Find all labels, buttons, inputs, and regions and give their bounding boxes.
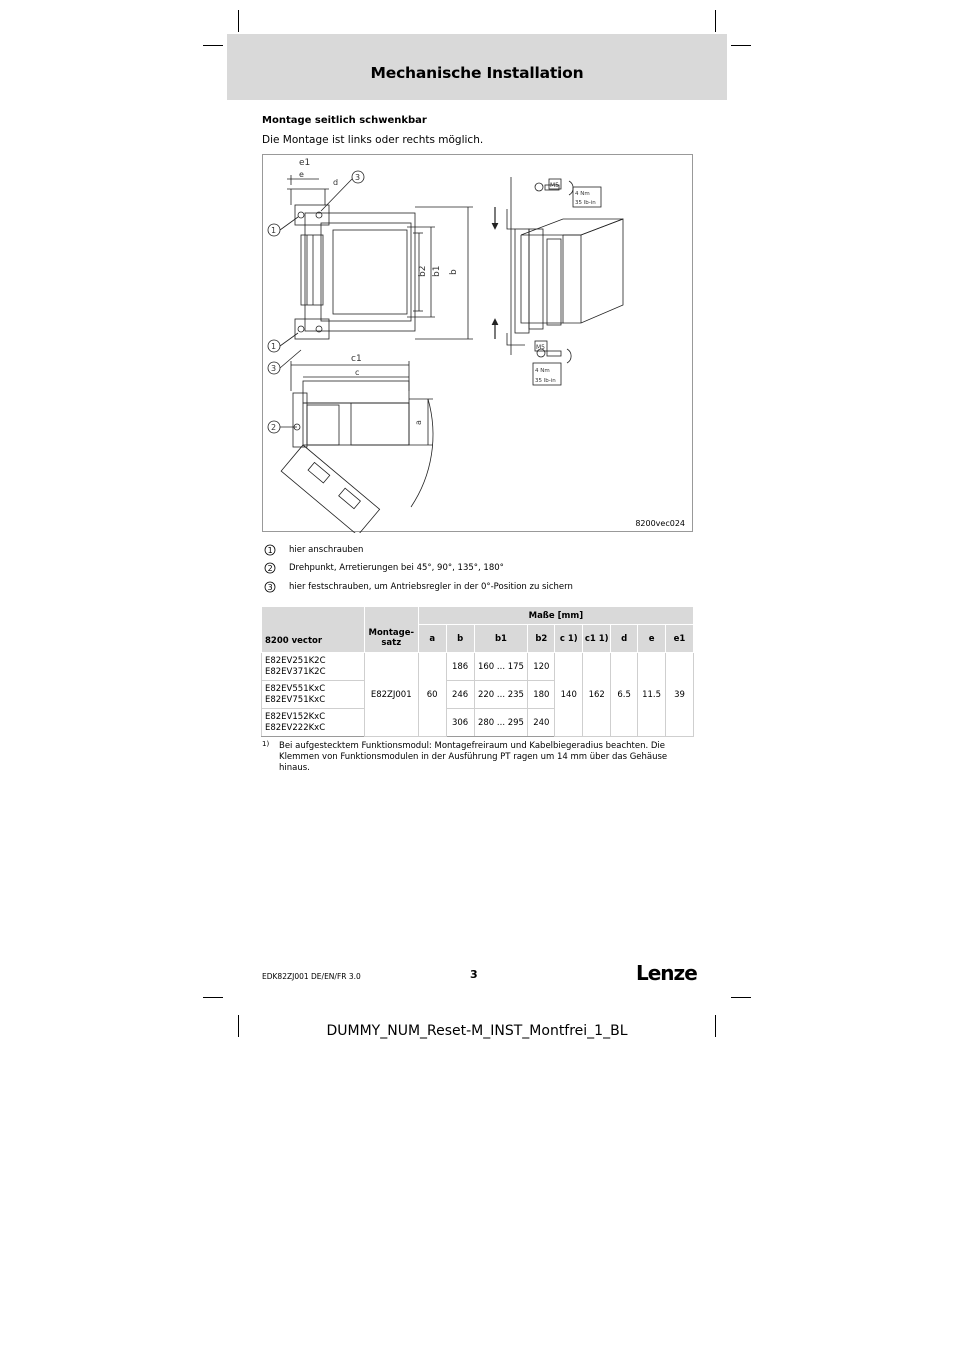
col-header-model: 8200 vector — [262, 607, 365, 653]
section-subtitle: Montage seitlich schwenkbar — [262, 115, 427, 126]
svg-text:b2: b2 — [418, 265, 428, 277]
b1-cell: 220 ... 235 — [474, 681, 528, 709]
lenze-logo: Lenze — [636, 961, 697, 985]
col-header-kit: Montage-satz — [364, 607, 418, 653]
b2-cell: 180 — [528, 681, 555, 709]
crop-mark — [731, 997, 751, 998]
table-row — [262, 653, 694, 681]
c1-cell: 162 — [583, 653, 611, 737]
svg-text:3: 3 — [355, 173, 361, 182]
col-header-b1: b1 — [474, 625, 528, 653]
d-cell: 6.5 — [611, 653, 638, 737]
crop-mark — [731, 45, 751, 46]
svg-text:1: 1 — [271, 226, 277, 235]
isometric-view — [492, 177, 623, 385]
crop-mark — [715, 10, 716, 32]
b2-cell: 120 — [528, 653, 555, 681]
callout-2-icon — [264, 562, 276, 574]
svg-text:M5: M5 — [536, 344, 545, 351]
svg-text:3: 3 — [271, 364, 277, 373]
model-cell: E82EV251K2C E82EV371K2C — [262, 653, 365, 681]
b1-cell: 160 ... 175 — [474, 653, 528, 681]
svg-text:e: e — [299, 170, 304, 179]
col-group-header: Maße [mm] — [418, 607, 693, 625]
callout-1-icon — [264, 544, 276, 556]
svg-text:b: b — [449, 269, 459, 275]
c-cell: 140 — [555, 653, 583, 737]
section-intro: Die Montage ist links oder rechts möglich. — [262, 134, 484, 146]
svg-text:a: a — [414, 420, 423, 425]
document-reference: EDK82ZJ001 DE/EN/FR 3.0 — [262, 972, 361, 981]
front-view — [268, 158, 473, 374]
dummy-label: DUMMY_NUM_Reset-M_INST_Montfrei_1_BL — [326, 1023, 628, 1039]
b-cell: 306 — [446, 709, 474, 737]
svg-text:c1: c1 — [351, 354, 362, 364]
legend-text: Drehpunkt, Arretierungen bei 45°, 90°, 135°, 180° — [289, 563, 504, 573]
svg-text:35 lb-in: 35 lb-in — [535, 378, 556, 384]
b-cell: 186 — [446, 653, 474, 681]
svg-text:M5: M5 — [550, 182, 559, 189]
svg-text:3: 3 — [267, 582, 273, 592]
top-view — [268, 354, 433, 533]
page-number: 3 — [470, 968, 478, 981]
svg-text:d: d — [333, 178, 339, 187]
svg-text:4 Nm: 4 Nm — [535, 368, 550, 374]
model-cell: E82EV152KxC E82EV222KxC — [262, 709, 365, 737]
svg-text:1: 1 — [271, 342, 277, 351]
svg-text:e1: e1 — [299, 158, 311, 168]
callout-3-icon — [264, 581, 276, 593]
footnote-text: Bei aufgestecktem Funktionsmodul: Montagefreiraum und Kabelbiegeradius beachten. Die Klemmen von Funktionsmodulen in der Ausführung PT ragen um 14 mm über das Gehäuse hinaus. — [279, 741, 668, 773]
crop-mark — [203, 997, 223, 998]
model-cell: E82EV551KxC E82EV751KxC — [262, 681, 365, 709]
svg-text:2: 2 — [267, 563, 273, 573]
b2-cell: 240 — [528, 709, 555, 737]
col-header-b: b — [446, 625, 474, 653]
col-header-c1: c1 1) — [583, 625, 611, 653]
svg-text:2: 2 — [271, 423, 277, 432]
svg-text:4 Nm: 4 Nm — [575, 191, 590, 197]
e-cell: 11.5 — [638, 653, 666, 737]
svg-text:b1: b1 — [432, 265, 442, 277]
legend-text: hier anschrauben — [289, 545, 364, 555]
b1-cell: 280 ... 295 — [474, 709, 528, 737]
svg-text:1: 1 — [267, 545, 273, 555]
b-cell: 246 — [446, 681, 474, 709]
drawing-svg — [263, 155, 694, 533]
col-header-b2: b2 — [528, 625, 555, 653]
crop-mark — [203, 45, 223, 46]
e1-cell: 39 — [666, 653, 694, 737]
crop-mark — [238, 10, 239, 32]
col-header-d: d — [611, 625, 638, 653]
svg-text:c: c — [355, 368, 360, 377]
col-header-e: e — [638, 625, 666, 653]
col-header-c: c 1) — [555, 625, 583, 653]
svg-text:35 lb-in: 35 lb-in — [575, 200, 596, 206]
footnote-mark: 1) — [262, 740, 270, 748]
a-cell: 60 — [418, 653, 446, 737]
page-title: Mechanische Installation — [370, 64, 584, 82]
col-header-a: a — [418, 625, 446, 653]
mounting-drawing — [262, 154, 693, 532]
dimensions-table — [261, 606, 694, 737]
figure-id: 8200vec024 — [635, 519, 685, 528]
kit-cell: E82ZJ001 — [364, 653, 418, 737]
col-header-e1: e1 — [666, 625, 694, 653]
legend-text: hier festschrauben, um Antriebsregler in der 0°-Position zu sichern — [289, 582, 573, 592]
